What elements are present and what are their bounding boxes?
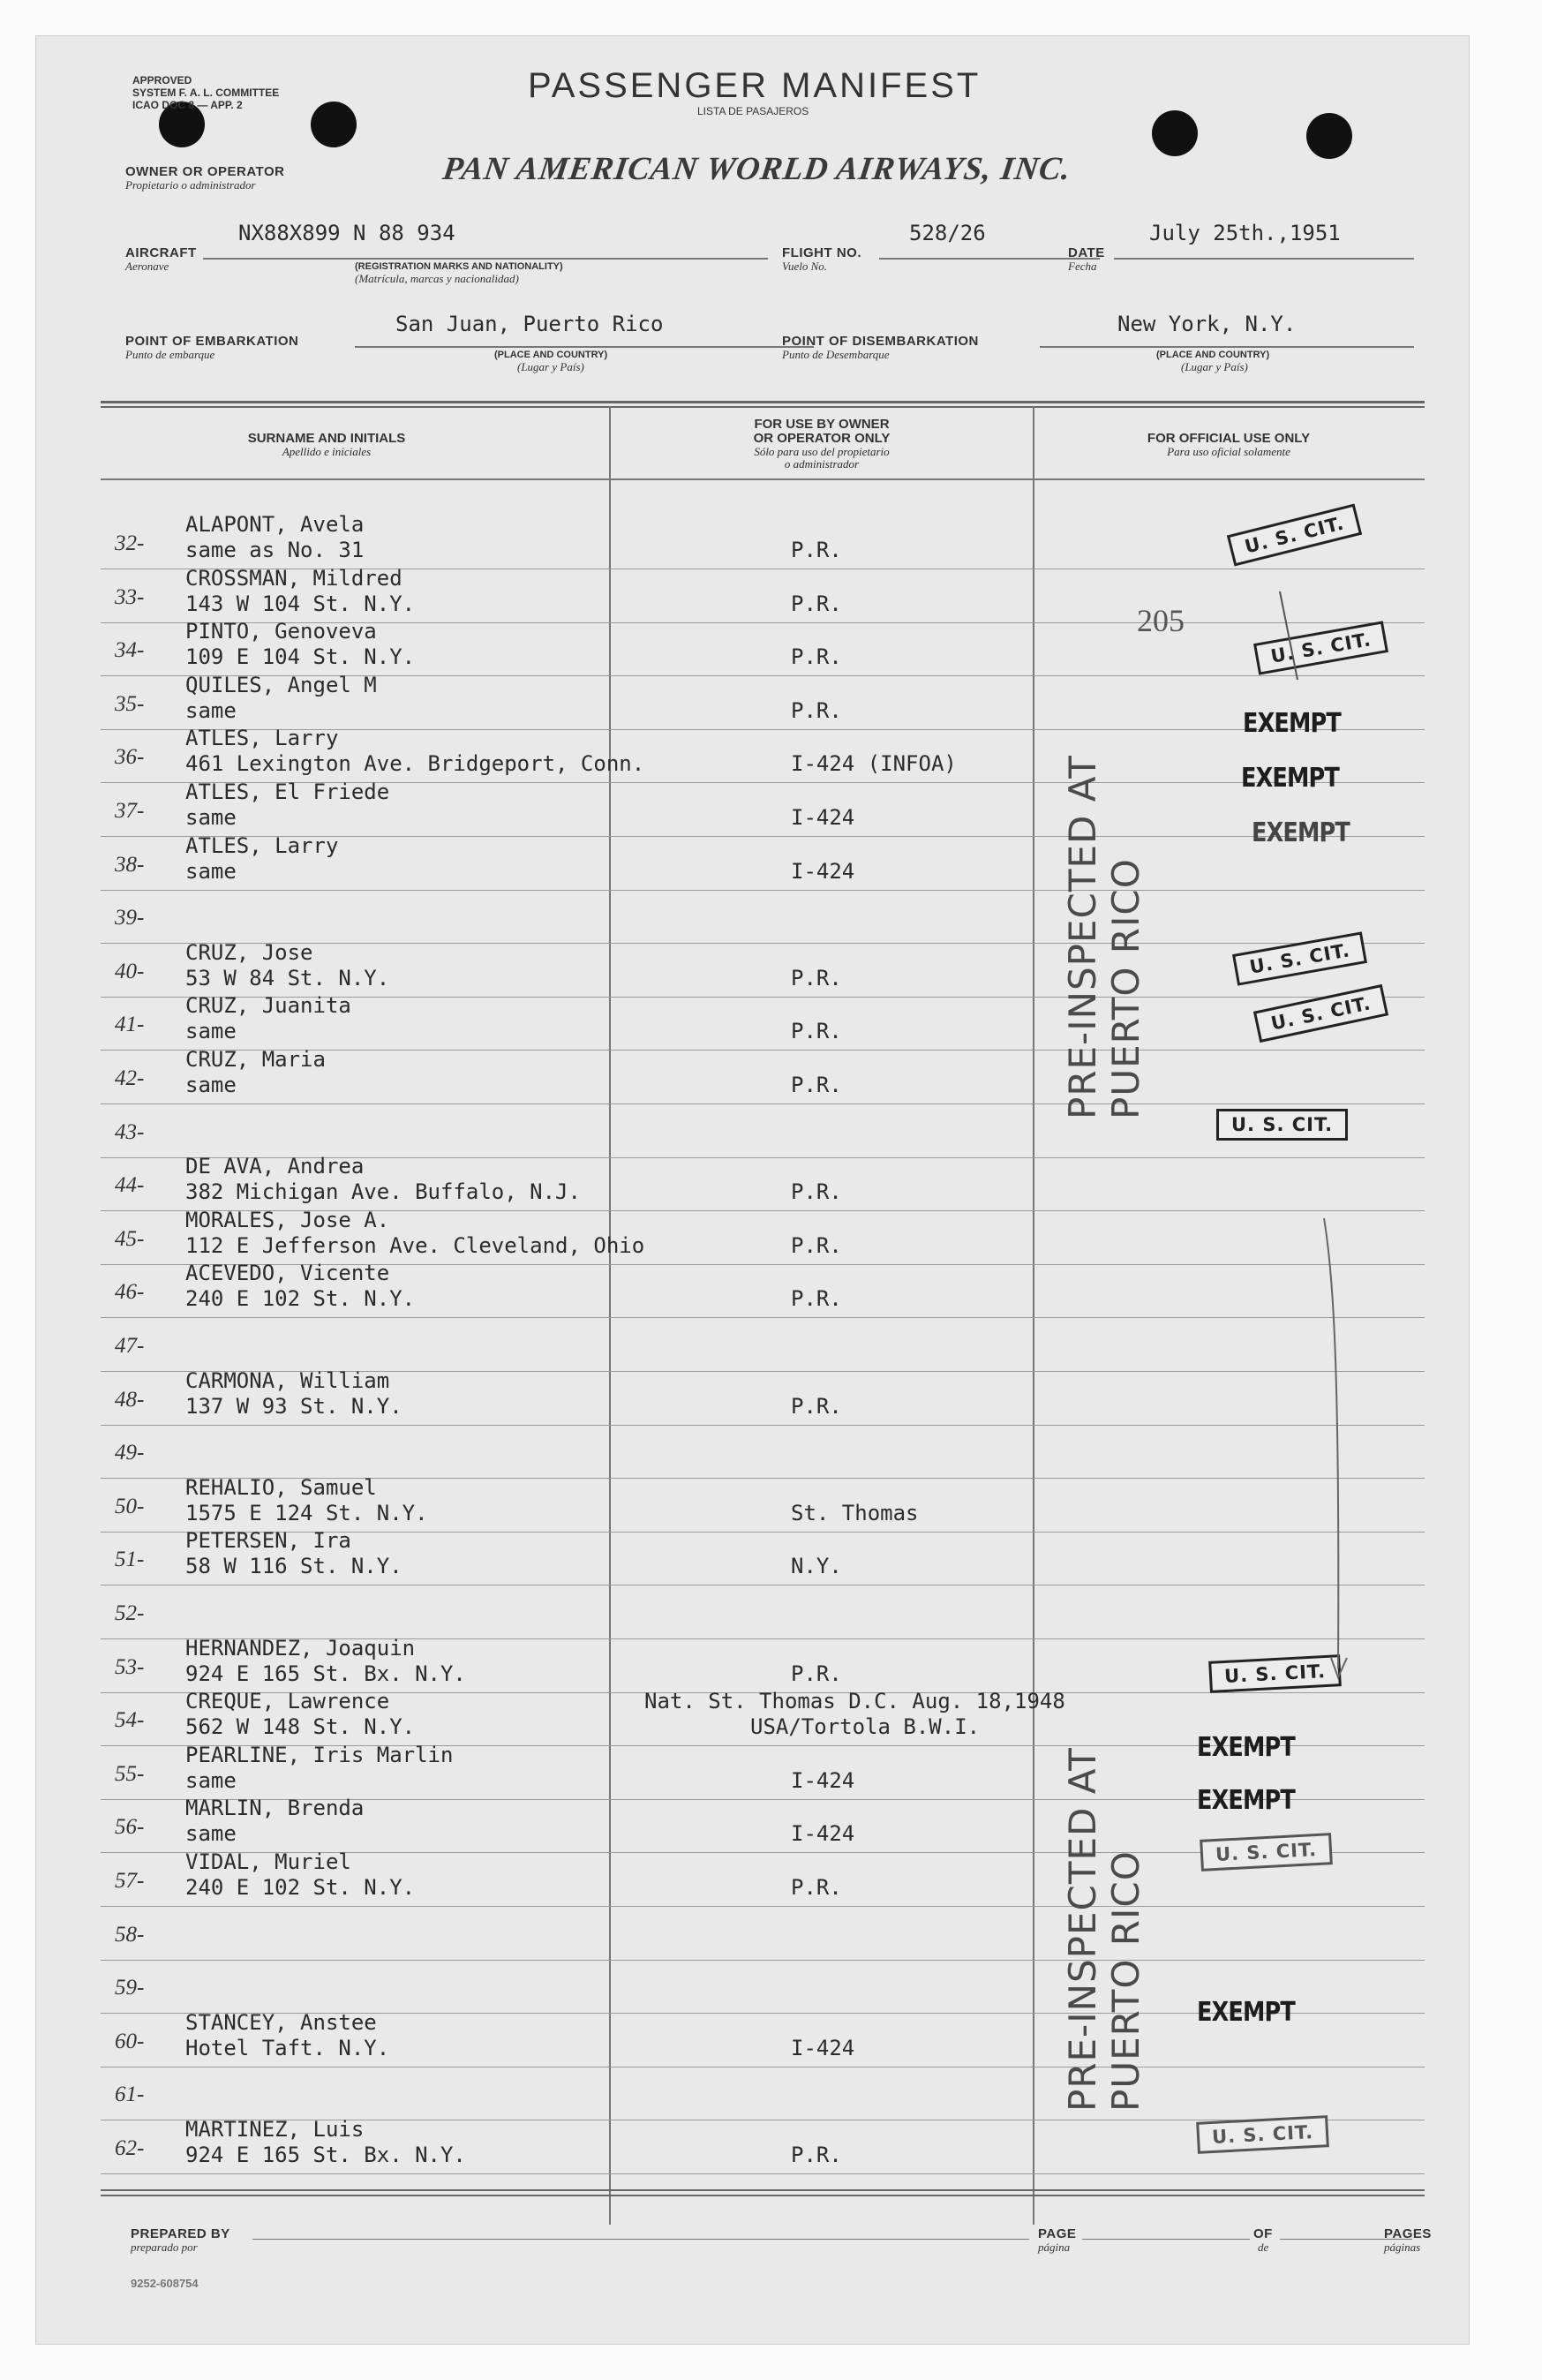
row-number: 54- xyxy=(115,1708,145,1732)
aircraft-note-es: (Matrícula, marcas y nacionalidad) xyxy=(355,272,519,285)
passenger-address: same as No. 31 xyxy=(185,538,365,562)
punch-hole xyxy=(311,102,357,147)
prepared-by-label: PREPARED BY xyxy=(131,2226,230,2241)
aircraft-label: AIRCRAFT xyxy=(125,245,197,260)
exempt-stamp: EXEMPT xyxy=(1243,708,1341,739)
passenger-address: 240 E 102 St. N.Y. xyxy=(185,1875,416,1900)
row-number: 45- xyxy=(115,1227,145,1251)
operator-use: I-424 xyxy=(791,805,855,830)
col-header-owner-es: o administrador xyxy=(784,457,860,471)
handwritten-number: 205 xyxy=(1137,603,1185,638)
disembark-value: New York, N.Y. xyxy=(1117,312,1297,336)
passenger-name: ACEVEDO, Vicente xyxy=(185,1261,390,1285)
operator-use: P.R. xyxy=(791,1394,842,1419)
passenger-address: 461 Lexington Ave. Bridgeport, Conn. xyxy=(185,751,645,776)
passenger-address: same xyxy=(185,1821,237,1846)
punch-hole xyxy=(1306,113,1352,159)
row-number: 52- xyxy=(115,1601,145,1625)
passenger-name: DE AVA, Andrea xyxy=(185,1154,365,1179)
passenger-name: CRUZ, Jose xyxy=(185,940,313,965)
disembark-label: POINT OF DISEMBARKATION xyxy=(782,334,979,349)
passenger-name: ATLES, El Friede xyxy=(185,780,390,804)
us-cit-stamp: U. S. CIT. xyxy=(1253,984,1388,1043)
us-cit-stamp: U. S. CIT. xyxy=(1253,621,1388,674)
approval-line: SYSTEM F. A. L. COMMITTEE xyxy=(132,87,280,99)
col-header-official-es: Para uso oficial solamente xyxy=(1167,445,1290,458)
passenger-address: same xyxy=(185,1073,237,1097)
row-number: 60- xyxy=(115,2030,145,2053)
flight-date: July 25th.,1951 xyxy=(1149,221,1341,245)
pages-label: PAGES xyxy=(1384,2226,1432,2241)
row-number: 37- xyxy=(115,799,145,823)
disembark-note: (PLACE AND COUNTRY) xyxy=(1156,350,1270,360)
operator-use: P.R. xyxy=(791,1875,842,1900)
row-number: 44- xyxy=(115,1173,145,1197)
passenger-name: CROSSMAN, Mildred xyxy=(185,566,402,591)
operator-name: PAN AMERICAN WORLD AIRWAYS, INC. xyxy=(440,151,1074,187)
us-cit-stamp: U. S. CIT. xyxy=(1208,1654,1342,1693)
passenger-name: CRUZ, Maria xyxy=(185,1047,326,1072)
operator-use: P.R. xyxy=(791,1179,842,1204)
row-rule xyxy=(101,1317,1425,1318)
punch-hole xyxy=(1152,110,1198,156)
disembark-label-es: Punto de Desembarque xyxy=(782,348,890,361)
operator-use: P.R. xyxy=(791,644,842,669)
operator-use: I-424 xyxy=(791,1768,855,1793)
passenger-name: CREQUE, Lawrence xyxy=(185,1689,390,1713)
prepared-by-label-es: preparado por xyxy=(131,2241,198,2254)
operator-use: Nat. St. Thomas D.C. Aug. 18,1948 xyxy=(644,1689,1065,1713)
operator-use: St. Thomas xyxy=(791,1501,919,1525)
row-number: 47- xyxy=(115,1334,145,1358)
passenger-name: REHALIO, Samuel xyxy=(185,1475,377,1500)
us-cit-stamp: U. S. CIT. xyxy=(1196,2115,1329,2154)
row-number: 40- xyxy=(115,960,145,983)
exempt-stamp: EXEMPT xyxy=(1197,1732,1295,1763)
embark-label: POINT OF EMBARKATION xyxy=(125,334,299,349)
aircraft-underline xyxy=(203,258,768,260)
passenger-name: MARTINEZ, Luis xyxy=(185,2117,365,2142)
passenger-address: same xyxy=(185,1768,237,1793)
footer-rule xyxy=(101,2195,1425,2196)
form-number: 9252-608754 xyxy=(131,2277,199,2290)
passenger-address: 924 E 165 St. Bx. N.Y. xyxy=(185,2143,466,2167)
col-header-name: SURNAME AND INITIALS xyxy=(247,431,406,446)
row-rule xyxy=(101,890,1425,891)
operator-use: P.R. xyxy=(791,1019,842,1043)
passenger-name: CRUZ, Juanita xyxy=(185,993,351,1018)
page-label: PAGE xyxy=(1038,2226,1077,2241)
passenger-name: STANCEY, Anstee xyxy=(185,2010,377,2035)
row-number: 58- xyxy=(115,1923,145,1947)
passenger-name: MORALES, Jose A. xyxy=(185,1208,390,1232)
page-line xyxy=(1082,2239,1250,2240)
embark-value: San Juan, Puerto Rico xyxy=(395,312,664,336)
operator-use: P.R. xyxy=(791,591,842,616)
row-number: 42- xyxy=(115,1066,145,1090)
col-header-official: FOR OFFICIAL USE ONLY xyxy=(1147,431,1311,446)
approval-line: ICAO DOC 8 — APP. 2 xyxy=(132,99,243,111)
page-title: PASSENGER MANIFEST xyxy=(528,66,982,105)
passenger-name: PINTO, Genoveva xyxy=(185,619,377,644)
prepared-by-line xyxy=(252,2239,1029,2240)
row-number: 59- xyxy=(115,1976,145,2000)
passenger-name: PETERSEN, Ira xyxy=(185,1528,351,1553)
passenger-address: 382 Michigan Ave. Buffalo, N.J. xyxy=(185,1179,581,1204)
us-cit-stamp: U. S. CIT. xyxy=(1227,504,1362,567)
passenger-name: CARMONA, William xyxy=(185,1368,390,1393)
passenger-name: VIDAL, Muriel xyxy=(185,1849,351,1874)
passenger-address: 53 W 84 St. N.Y. xyxy=(185,966,390,990)
row-number: 61- xyxy=(115,2082,145,2106)
row-number: 48- xyxy=(115,1388,145,1412)
passenger-name: QUILES, Angel M xyxy=(185,673,377,697)
col-header-owner-es: Sólo para uso del propietario xyxy=(754,445,890,458)
exempt-stamp: EXEMPT xyxy=(1241,763,1339,794)
pages-label-es: páginas xyxy=(1384,2241,1421,2254)
passenger-address: same xyxy=(185,859,237,884)
row-number: 39- xyxy=(115,906,145,930)
page-subtitle: LISTA DE PASAJEROS xyxy=(697,105,809,117)
preinspected-stamp: PRE-INSPECTED AT PUERTO RICO xyxy=(1061,755,1147,1119)
col-header-owner: OR OPERATOR ONLY xyxy=(753,431,891,446)
operator-use: N.Y. xyxy=(791,1554,842,1578)
row-number: 51- xyxy=(115,1548,145,1571)
row-number: 62- xyxy=(115,2136,145,2160)
date-underline xyxy=(1114,258,1414,260)
row-number: 56- xyxy=(115,1815,145,1839)
embark-note: (PLACE AND COUNTRY) xyxy=(494,350,608,360)
operator-use: P.R. xyxy=(791,1661,842,1686)
operator-use: P.R. xyxy=(791,2143,842,2167)
pencil-mark xyxy=(1271,565,1377,1713)
operator-use: P.R. xyxy=(791,1073,842,1097)
owner-label: OWNER OR OPERATOR xyxy=(125,164,285,179)
passenger-address: 109 E 104 St. N.Y. xyxy=(185,644,416,669)
us-cit-stamp: U. S. CIT. xyxy=(1232,931,1367,985)
flight-number: 528/26 xyxy=(909,221,986,245)
row-number: 35- xyxy=(115,692,145,716)
operator-use: P.R. xyxy=(791,698,842,723)
date-label: DATE xyxy=(1068,245,1105,260)
date-label-es: Fecha xyxy=(1068,260,1097,273)
row-number: 34- xyxy=(115,638,145,662)
row-number: 41- xyxy=(115,1013,145,1036)
passenger-address: same xyxy=(185,1019,237,1043)
passenger-address: 562 W 148 St. N.Y. xyxy=(185,1714,416,1739)
passenger-address: 112 E Jefferson Ave. Cleveland, Ohio xyxy=(185,1233,645,1258)
aircraft-value: NX88X899 N 88 934 xyxy=(238,221,455,245)
passenger-name: ATLES, Larry xyxy=(185,726,339,750)
exempt-stamp: EXEMPT xyxy=(1252,817,1350,848)
passenger-name: PEARLINE, Iris Marlin xyxy=(185,1743,454,1767)
flight-label: FLIGHT NO. xyxy=(782,245,861,260)
row-number: 46- xyxy=(115,1280,145,1304)
manifest-page xyxy=(35,35,1470,2345)
row-number: 36- xyxy=(115,745,145,769)
embark-label-es: Punto de embarque xyxy=(125,348,215,361)
flight-label-es: Vuelo No. xyxy=(782,260,828,273)
of-label: OF xyxy=(1253,2226,1273,2241)
row-rule xyxy=(101,1103,1425,1104)
exempt-stamp: EXEMPT xyxy=(1197,1785,1295,1816)
disembark-underline xyxy=(1040,346,1414,348)
aircraft-note: (REGISTRATION MARKS AND NATIONALITY) xyxy=(355,261,563,272)
embark-underline xyxy=(355,346,814,348)
row-number: 49- xyxy=(115,1441,145,1465)
of-label-es: de xyxy=(1258,2241,1269,2254)
us-cit-stamp: U. S. CIT. xyxy=(1216,1109,1348,1141)
operator-use: I-424 xyxy=(791,1821,855,1846)
column-divider xyxy=(609,406,611,2225)
page-label-es: página xyxy=(1038,2241,1071,2254)
passenger-address: same xyxy=(185,698,237,723)
row-number: 50- xyxy=(115,1495,145,1518)
row-number: 57- xyxy=(115,1869,145,1893)
passenger-address: 58 W 116 St. N.Y. xyxy=(185,1554,402,1578)
row-rule xyxy=(101,1960,1425,1961)
passenger-name: ALAPONT, Avela xyxy=(185,512,365,537)
col-header-owner: FOR USE BY OWNER xyxy=(754,417,890,432)
operator-use: P.R. xyxy=(791,1233,842,1258)
row-number: 53- xyxy=(115,1655,145,1679)
operator-use: P.R. xyxy=(791,1286,842,1311)
us-cit-stamp: U. S. CIT. xyxy=(1200,1833,1333,1872)
operator-use: P.R. xyxy=(791,538,842,562)
row-rule xyxy=(101,1906,1425,1907)
passenger-name: MARLIN, Brenda xyxy=(185,1796,365,1820)
owner-label-es: Propietario o administrador xyxy=(125,178,256,192)
passenger-address: 137 W 93 St. N.Y. xyxy=(185,1394,402,1419)
exempt-stamp: EXEMPT xyxy=(1197,1997,1295,2028)
footer-rule xyxy=(101,2189,1425,2191)
passenger-address: Hotel Taft. N.Y. xyxy=(185,2036,390,2060)
passenger-address: 143 W 104 St. N.Y. xyxy=(185,591,416,616)
row-rule xyxy=(101,2173,1425,2174)
operator-use: I-424 xyxy=(791,859,855,884)
row-number: 33- xyxy=(115,585,145,609)
col-header-name-es: Apellido e iniciales xyxy=(282,445,372,458)
passenger-name: ATLES, Larry xyxy=(185,833,339,858)
aircraft-label-es: Aeronave xyxy=(125,260,169,273)
passenger-address: 1575 E 124 St. N.Y. xyxy=(185,1501,428,1525)
row-number: 43- xyxy=(115,1120,145,1144)
preinspected-stamp: PRE-INSPECTED AT PUERTO RICO xyxy=(1061,1747,1147,2112)
row-number: 38- xyxy=(115,853,145,877)
operator-use: P.R. xyxy=(791,966,842,990)
operator-use: I-424 (INFOA) xyxy=(791,751,957,776)
table-top-rule xyxy=(101,406,1425,408)
embark-note-es: (Lugar y País) xyxy=(517,360,584,373)
row-rule xyxy=(101,1425,1425,1426)
passenger-address: 240 E 102 St. N.Y. xyxy=(185,1286,416,1311)
row-number: 32- xyxy=(115,531,145,555)
disembark-note-es: (Lugar y País) xyxy=(1181,360,1248,373)
column-divider xyxy=(1033,406,1034,2225)
operator-use: USA/Tortola B.W.I. xyxy=(750,1714,981,1739)
passenger-address: 924 E 165 St. Bx. N.Y. xyxy=(185,1661,466,1686)
row-number: 55- xyxy=(115,1762,145,1786)
approval-line: APPROVED xyxy=(132,74,192,87)
flight-underline xyxy=(879,258,1100,260)
header-rule xyxy=(101,478,1425,480)
passenger-name: HERNANDEZ, Joaquin xyxy=(185,1636,416,1661)
table-top-rule xyxy=(101,401,1425,403)
operator-use: I-424 xyxy=(791,2036,855,2060)
passenger-address: same xyxy=(185,805,237,830)
